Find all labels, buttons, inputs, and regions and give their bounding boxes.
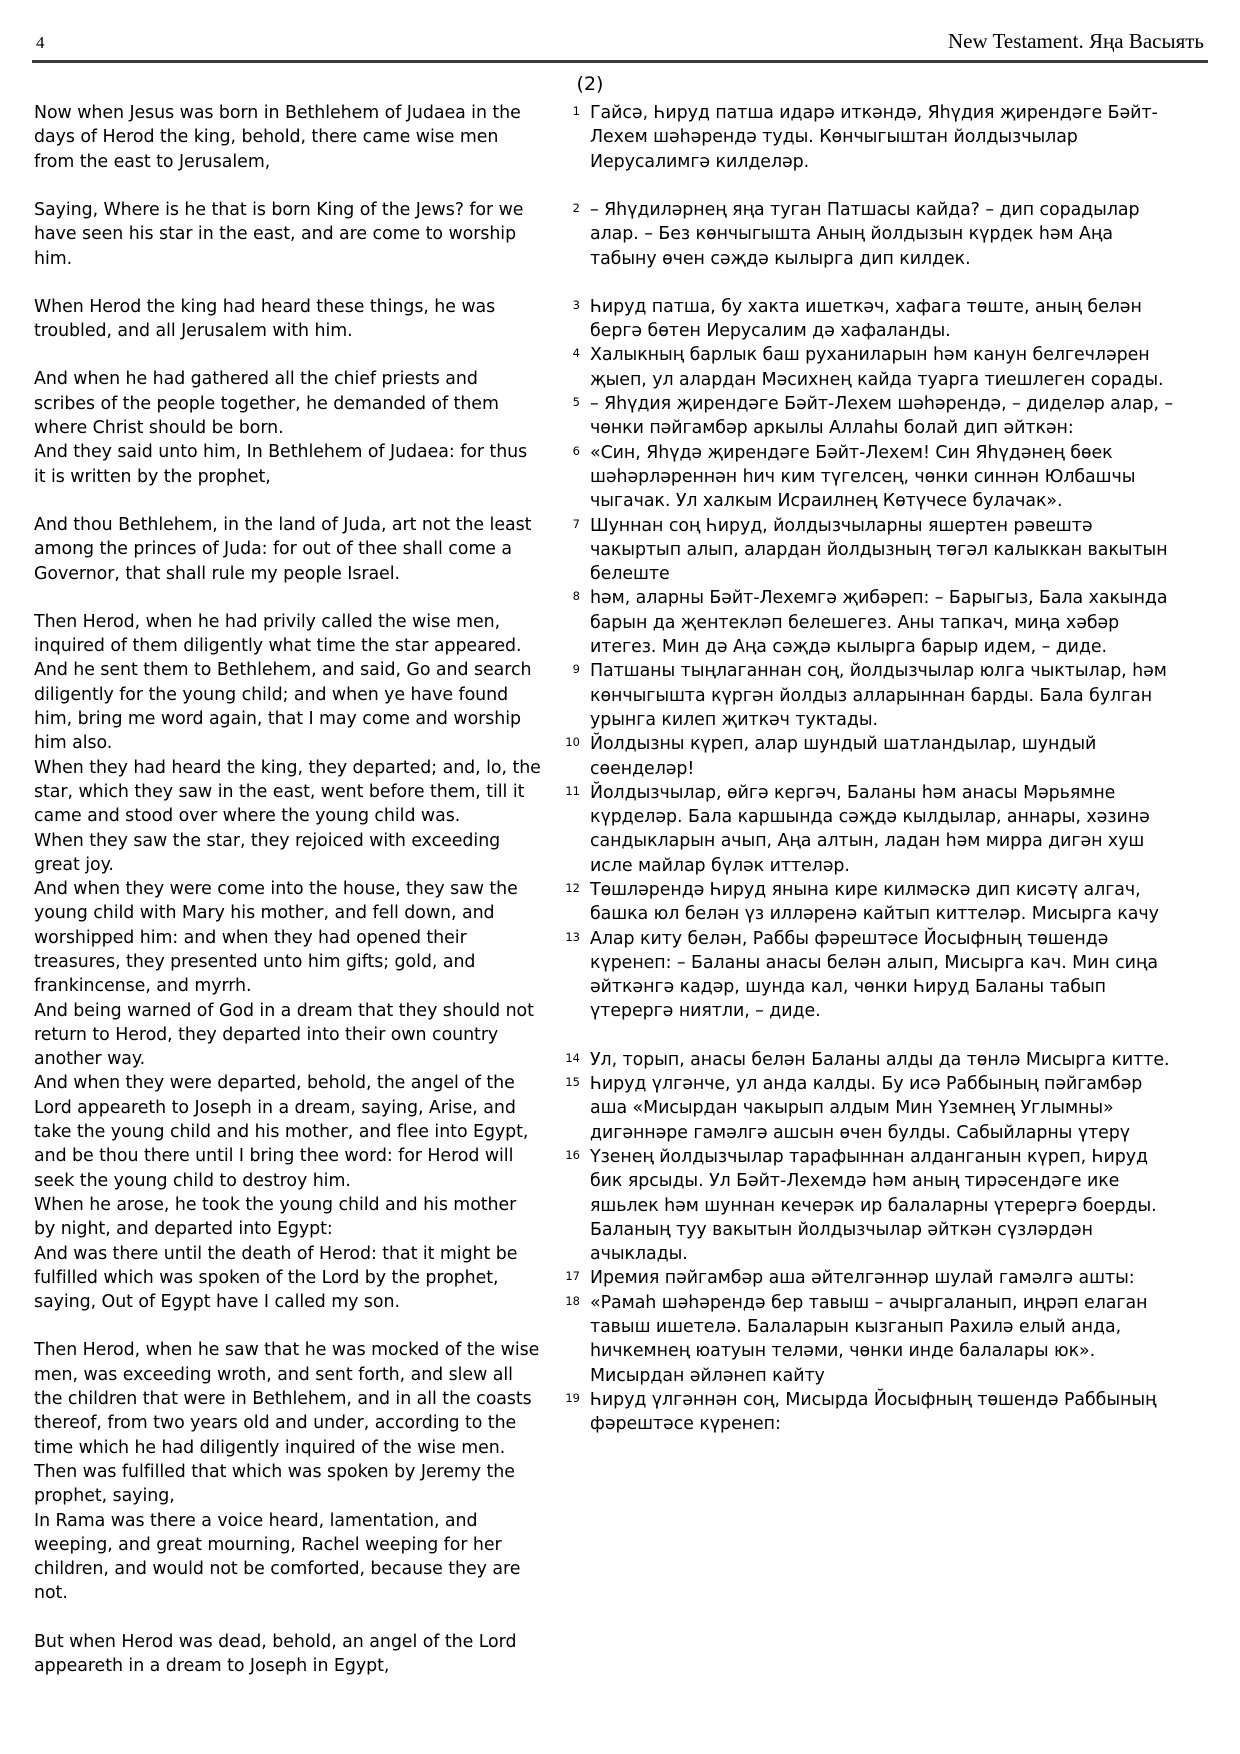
english-paragraph: And when they were departed, behold, the angel of the Lord appeareth to Joseph in a dream, saying, Arise, and take the young child and his mother, and flee into Egypt, and be thou there until I bring thee word: for Herod will seek the young child to destroy him. xyxy=(34,1073,529,1191)
verse-number: 3 xyxy=(572,297,580,312)
verse-number: 15 xyxy=(565,1075,580,1090)
verse-number: 9 xyxy=(572,662,580,677)
verse-text: Үзенең йолдызчылар тарафыннан алданганын күреп, Һируд бик ярсыды. Ул Бәйт-Лехемдә һәм аның тирәсендәге ике яшьлек һәм шуннан кечерәк ир балаларны үтерергә боерды. Баланың туу вакытын йолдызчылар әйткән сүзләрдән ачыклады. xyxy=(590,1146,1157,1265)
tatar-verse xyxy=(560,101,1182,174)
running-head xyxy=(32,30,1208,57)
verse-text: Һируд үлгәнче, ул анда калды. Бу исә Раббының пәйгамбәр аша «Мисырдан чакырып алдым Мин Үземнең Углымны» дигәннәре гамәлгә ашсын өчен булды. Сабыйларны үтерү xyxy=(590,1074,1143,1143)
verse-text: Төшләрендә Һируд янына кире килмәскә дип кисәтү алгач, башка юл белән үз илләренә кайтып киттеләр. Мисырга качу xyxy=(590,880,1159,925)
verse-text: «Син, Яһүдә җирендәге Бәйт-Лехем! Син Яһүдәнең бөек шәһәрләреннән һич ким түгелсең, чөнки синнән Юлбашчы чыгачак. Ул халкым Исраилнең Көтүчесе булачак». xyxy=(590,442,1136,512)
english-paragraph: And was there until the death of Herod: that it might be fulfilled which was spoken of the Lord by the prophet, saying, Out of Egypt have I called my son. xyxy=(34,1243,518,1313)
verse-text: – Яһүдия җирендәге Бәйт-Лехем шәһәрендә, – диделәр алар, – чөнки пәйгамбәр аркылы Аллаһы болай дип әйткән: xyxy=(590,394,1174,439)
english-paragraph: When he arose, he took the young child and his mother by night, and departed into Egypt: xyxy=(34,1194,517,1240)
verse-number: 12 xyxy=(565,881,580,895)
tatar-verse xyxy=(560,392,1182,441)
parallel-text-columns xyxy=(32,101,1208,1678)
verse-text: Иремия пәйгамбәр аша әйтелгәннәр шулай гамәлгә ашты: xyxy=(590,1268,1135,1289)
verse-text: Гайсә, Һируд патша идарә иткәндә, Яһүдия җирендәге Бәйт-Лехем шәһәрендә туды. Көнчыгыштан йолдызчылар Иерусалимгә килделәр. xyxy=(590,103,1158,172)
english-paragraph: Saying, Where is he that is born King of the Jews? for we have seen his star in the east, and are come to worship him. xyxy=(34,199,524,269)
verse-number: 19 xyxy=(565,1390,580,1405)
tatar-verse xyxy=(560,1072,1182,1145)
english-paragraph: When they saw the star, they rejoiced with exceeding great joy. xyxy=(34,830,501,875)
verse-text: Шуннан соң Һируд, йолдызчыларны яшертен рәвештә чакыртып алып, алардан йолдызның төгәл калыккан вакытын белеште xyxy=(590,515,1168,585)
verse-number: 17 xyxy=(565,1269,580,1284)
verse-number: 13 xyxy=(565,929,580,944)
verse-number: 10 xyxy=(565,735,580,750)
tatar-verse xyxy=(560,1291,1182,1388)
tatar-verse xyxy=(560,927,1182,1024)
tatar-verse xyxy=(560,1266,1182,1290)
tatar-verse xyxy=(560,198,1182,271)
verse-number: 11 xyxy=(565,783,580,798)
verse-number: 14 xyxy=(565,1050,580,1065)
verse-text: – Яһүдиләрнең яңа туган Патшасы кайда? – дип сорадылар алар. – Без көнчыгышта Аның йолдызын күрдек һәм Аңа табыну өчен сәҗдә кылырга дип килдек. xyxy=(590,199,1140,269)
running-head-title: New Testament. Яңа Васыять xyxy=(947,29,1204,53)
english-paragraph: When they had heard the king, they departed; and, lo, the star, which they saw in the east, went before them, till it came and stood over where the young child was. xyxy=(34,757,541,827)
english-paragraph: And thou Bethlehem, in the land of Juda, art not the least among the princes of Juda: for out of thee shall come a Governor, that shall rule my people Israel. xyxy=(34,514,532,584)
tatar-column xyxy=(542,101,1182,1436)
verse-text: Алар киту белән, Раббы фәрештәсе Йосыфның төшендә күренеп: – Баланы анасы белән алып, Мисырга кач. Мин сиңа әйткәнгә кадәр, шунда кал, чөнки Һируд Баланы табып үтерергә ниятли, – диде. xyxy=(590,928,1158,1022)
verse-number: 4 xyxy=(572,346,580,361)
tatar-verse xyxy=(560,878,1182,927)
tatar-verse xyxy=(560,781,1182,878)
header-divider-rule xyxy=(32,60,1208,63)
verse-text: Халыкның барлык баш руханиларын һәм канун белгечләрен җыеп, ул алардан Мәсихнең кайда туарга тиешлеген сорады. xyxy=(590,345,1164,390)
verse-number: 8 xyxy=(572,589,580,604)
english-paragraph: Now when Jesus was born in Bethlehem of Judaea in the days of Herod the king, behold, there came wise men from the east to Jerusalem, xyxy=(34,103,521,172)
verse-number: 2 xyxy=(572,200,580,215)
verse-text: Һируд үлгәннән соң, Мисырда Йосыфның төшендә Раббының фәрештәсе күренеп: xyxy=(590,1389,1157,1435)
english-paragraph: In Rama was there a voice heard, lamentation, and weeping, and great mourning, Rachel weeping for her children, and would not be comforted, because they are not. xyxy=(34,1510,521,1604)
verse-number: 5 xyxy=(572,395,580,410)
tatar-verse xyxy=(560,441,1182,514)
english-paragraph: And when he had gathered all the chief priests and scribes of the people together, he demanded of them where Christ should be born. xyxy=(34,369,499,439)
verse-number: 6 xyxy=(572,443,580,458)
english-paragraph: But when Herod was dead, behold, an angel of the Lord appeareth in a dream to Joseph in Egypt, xyxy=(34,1631,517,1677)
tatar-verse xyxy=(560,295,1182,344)
english-paragraph: Then Herod, when he had privily called the wise men, inquired of them diligently what time the star appeared. xyxy=(34,611,522,657)
english-paragraph: Then Herod, when he saw that he was mocked of the wise men, was exceeding wroth, and sent forth, and slew all the children that were in Bethlehem, and in all the coasts thereof, from two years old and under, according to the time which he had diligently inquired of the wise men. xyxy=(34,1340,540,1458)
verse-text: һәм, аларны Бәйт-Лехемгә җибәреп: – Барыгыз, Бала хакында барын да җентекләп белешегез. Аны тапкач, миңа хәбәр итегез. Мин дә Аңа сәҗдә кылырга барыр идем, – диде. xyxy=(590,588,1168,658)
tatar-verse xyxy=(560,1145,1182,1266)
tatar-verse xyxy=(560,586,1182,659)
tatar-verse xyxy=(560,514,1182,587)
english-column xyxy=(32,101,542,1678)
tatar-verse xyxy=(560,1048,1182,1072)
verse-number: 1 xyxy=(572,104,580,119)
verse-text: Һируд патша, бу хакта ишеткәч, хафага төште, аның белән бергә бөтен Иерусалим дә хафаланды. xyxy=(590,296,1142,342)
verse-number: 7 xyxy=(572,516,580,531)
chapter-number: (2) xyxy=(576,73,604,96)
tatar-verse xyxy=(560,659,1182,732)
verse-text: Йолдызны күреп, алар шундый шатландылар, шундый сөенделәр! xyxy=(590,734,1097,779)
verse-text: «Рамаһ шәһәрендә бер тавыш – ачыргаланып, иңрәп елаган тавыш ишетелә. Балаларын кызганып Рахилә елый анда, һичкемнең юатуын теләми, чөнки инде балалары юк». Мисырдан әйләнеп кайту xyxy=(590,1292,1148,1386)
tatar-verse xyxy=(560,1388,1182,1437)
english-paragraph: Then was fulfilled that which was spoken by Jeremy the prophet, saying, xyxy=(34,1461,515,1507)
verse-number: 18 xyxy=(565,1293,580,1308)
page-number: 4 xyxy=(36,33,45,53)
tatar-verse xyxy=(560,732,1182,781)
english-paragraph: And being warned of God in a dream that they should not return to Herod, they departed into their own country another way. xyxy=(34,1000,534,1070)
verse-text: Йолдызчылар, өйгә кергәч, Баланы һәм анасы Мәрьямне күрделәр. Бала каршында сәҗдә кылдылар, аннары, хәзинә сандыкларын ачып, Аңа алтын, ладан һәм мирра дигән хуш исле майлар бүләк иттеләр. xyxy=(590,782,1150,876)
english-paragraph: And they said unto him, In Bethlehem of Judaea: for thus it is written by the prophet, xyxy=(34,442,528,487)
english-paragraph: When Herod the king had heard these things, he was troubled, and all Jerusalem with him. xyxy=(34,296,496,342)
verse-text: Ул, торып, анасы белән Баланы алды да төнлә Мисырга китте. xyxy=(590,1049,1170,1070)
english-paragraph: And he sent them to Bethlehem, and said, Go and search diligently for the young child; and when ye have found him, bring me word again, that I may come and worship him also. xyxy=(34,660,532,754)
tatar-verse xyxy=(560,343,1182,392)
verse-text: Патшаны тыңлаганнан соң, йолдызчылар юлга чыктылар, һәм көнчыгышта күргән йолдыз алларыннан барды. Бала булган урынга килеп җиткәч туктады. xyxy=(590,661,1167,730)
verse-number: 16 xyxy=(565,1147,580,1162)
english-paragraph: And when they were come into the house, they saw the young child with Mary his mother, and fell down, and worshipped him: and when they had opened their treasures, they presented unto him gifts; gold, and frankincense, and myrrh. xyxy=(34,879,518,997)
